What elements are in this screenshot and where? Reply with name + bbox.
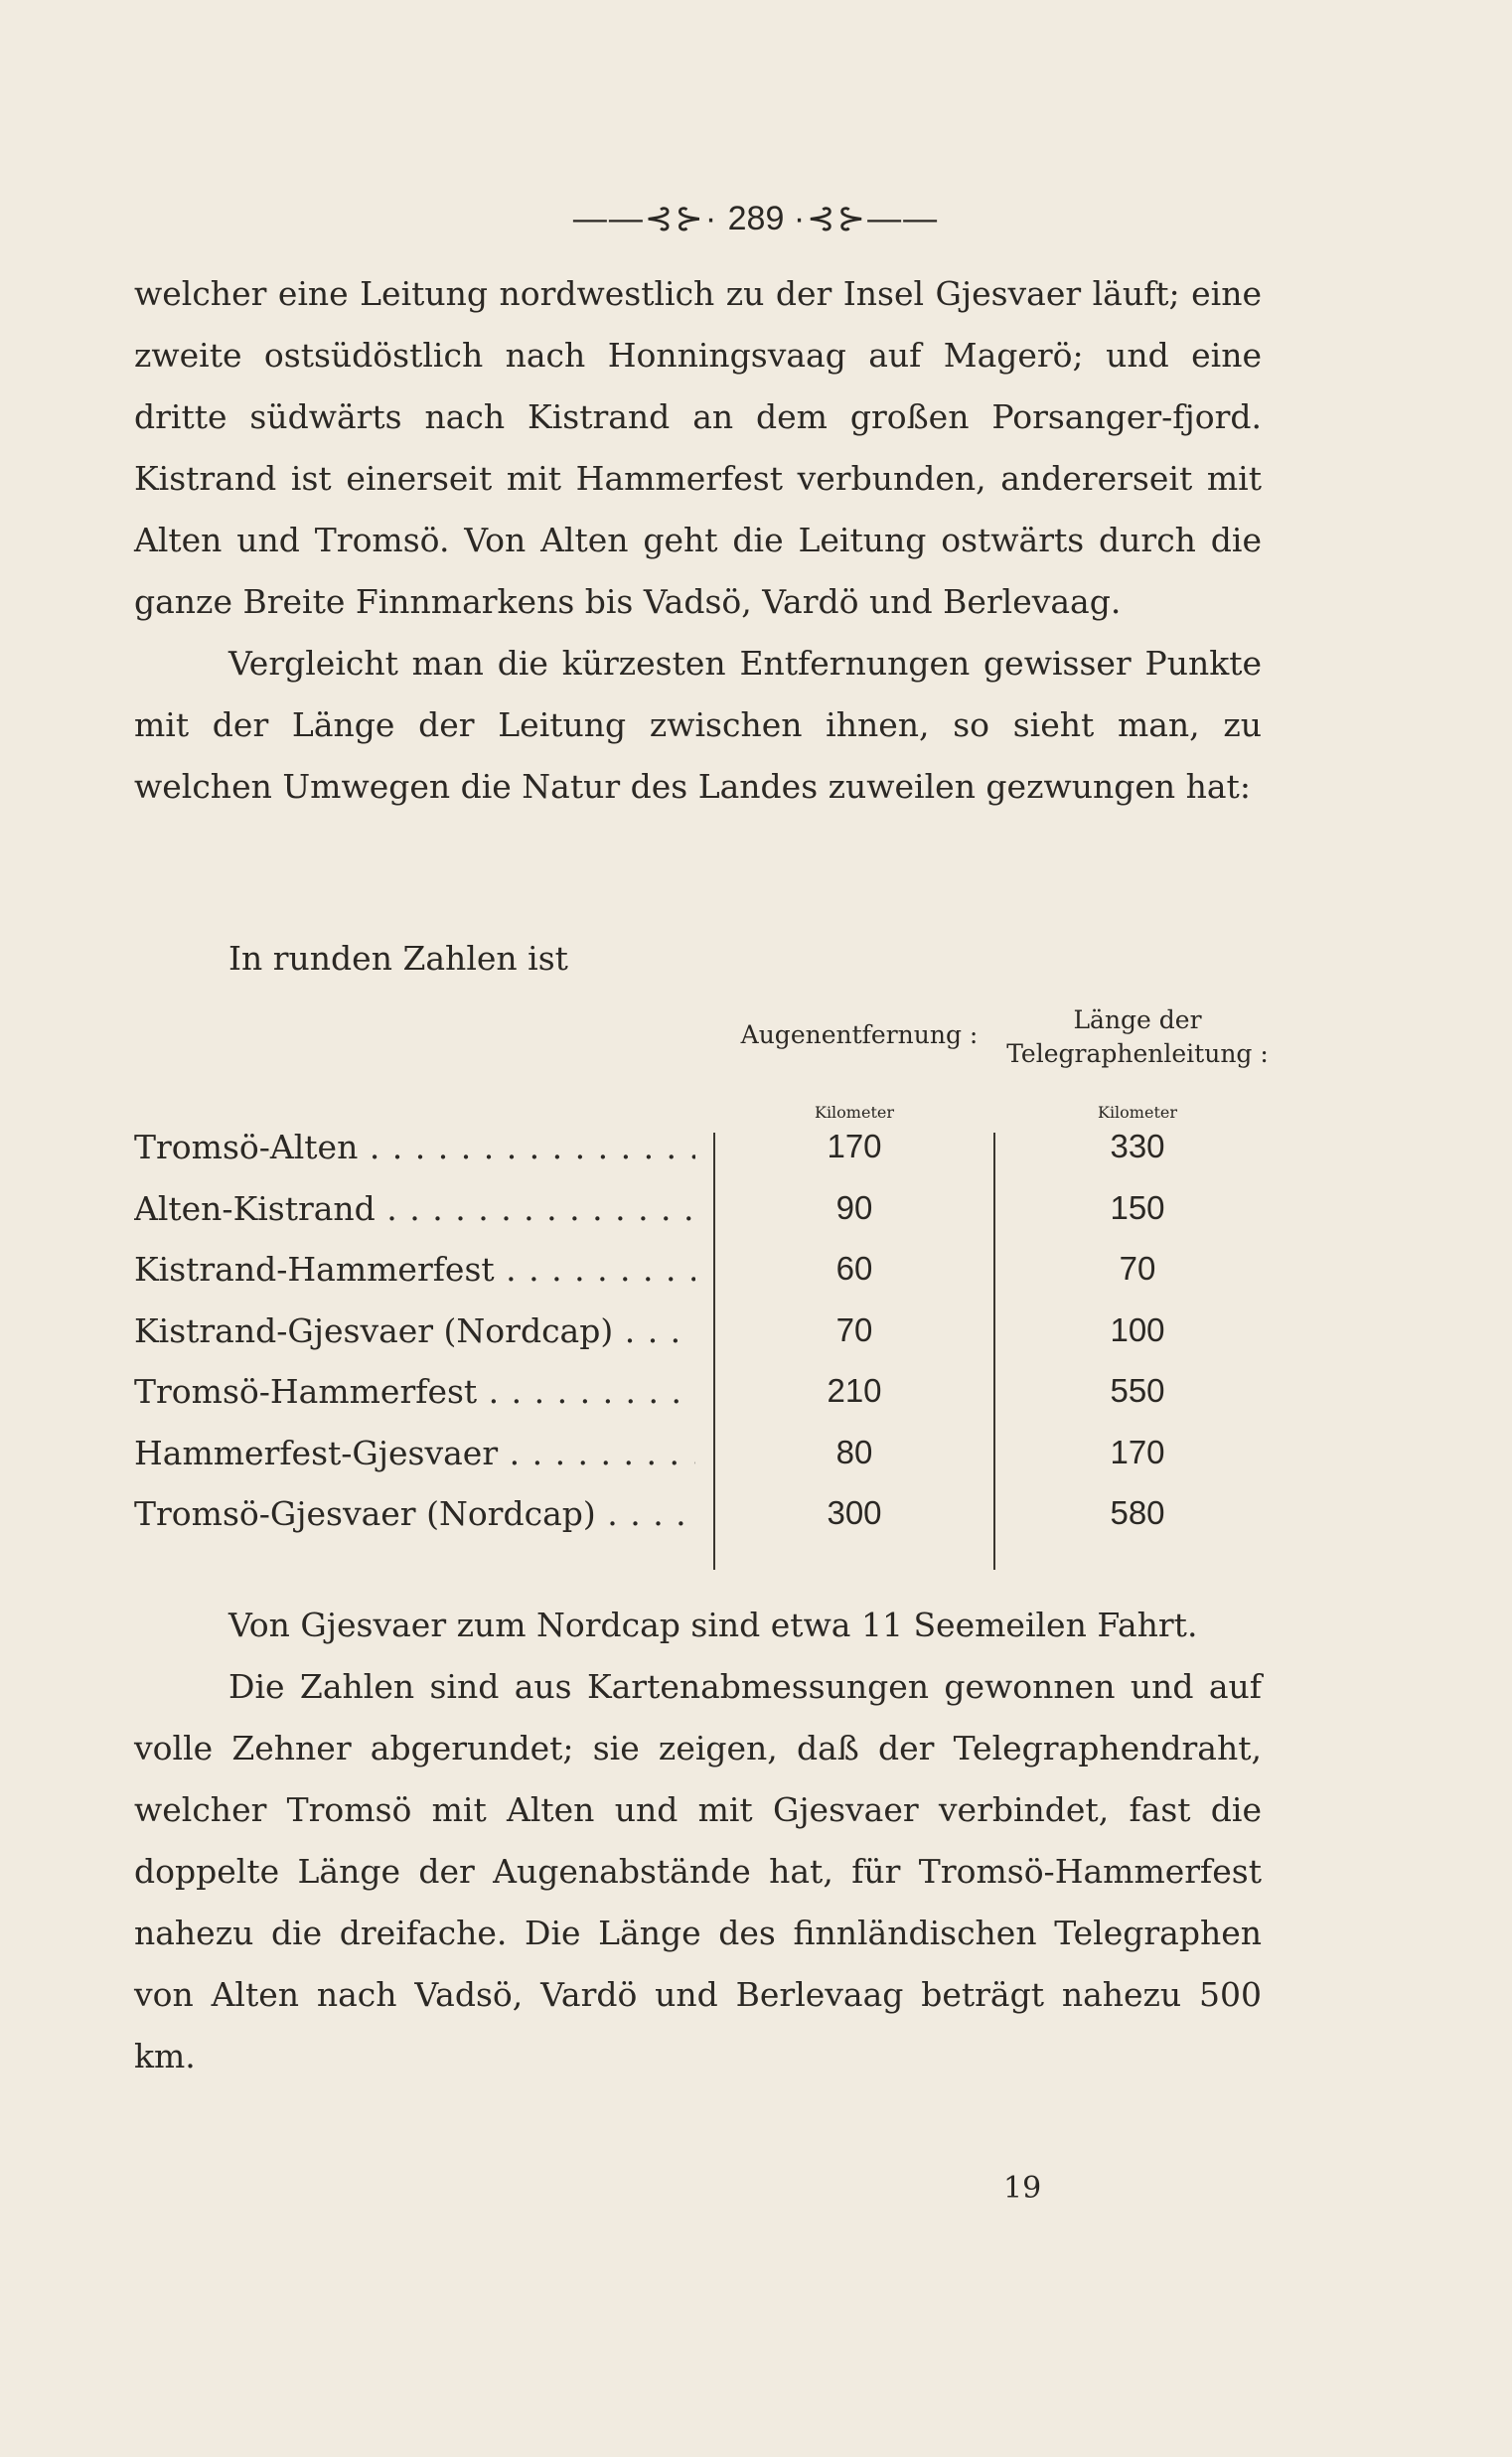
table-row — [134, 1372, 1262, 1434]
page-number: 289 — [727, 200, 785, 237]
text-block-bottom — [134, 1595, 1262, 2087]
route-label: Tromsö-Gjesvaer (Nordcap) . . . — [134, 1494, 695, 1533]
table-row — [134, 1189, 1262, 1251]
route-label: Hammerfest-Gjesvaer . . . — [134, 1434, 695, 1472]
unit-direct: Kilometer — [814, 1103, 894, 1122]
line-length: 550 — [1110, 1372, 1165, 1409]
route-label: Kistrand-Hammerfest . . . — [134, 1250, 695, 1289]
distance-table — [134, 1128, 1262, 1556]
route-label: Tromsö-Hammerfest . . . — [134, 1372, 695, 1411]
page-header — [0, 199, 1512, 238]
line-length: 170 — [1110, 1433, 1165, 1470]
line-length: 580 — [1110, 1494, 1165, 1531]
col-header-direct: Augenentfernung : — [740, 1020, 979, 1049]
col-header-line-1: Länge der — [1073, 1005, 1202, 1034]
line-length: 70 — [1119, 1250, 1156, 1287]
table-row — [134, 1250, 1262, 1311]
table-intro: In runden Zahlen ist — [228, 939, 568, 978]
paragraph-1: welcher eine Leitung nordwestlich zu der Insel Gjesvaer läuft; eine zweite ostsüdöstlich nach Honningsvaag auf Magerö; und eine dritte südwärts nach Kistrand an dem großen Porsanger-fjord. Kistrand ist einerseit mit Hammerfest verbunden, andererseit mit Alten und Tromsö. Von Alten geht die Leitung ostwärts durch die ganze Breite Finnmarkens bis Vadsö, Vardö und Berlevaag. — [134, 274, 1262, 621]
unit-line: Kilometer — [1097, 1103, 1177, 1122]
route-label: Kistrand-Gjesvaer (Nordcap) . . . — [134, 1311, 695, 1350]
header-ornament-left: ——⊰⊱· — [572, 200, 719, 237]
direct-distance: 170 — [827, 1128, 882, 1164]
direct-distance: 80 — [835, 1433, 873, 1470]
table-row — [134, 1434, 1262, 1495]
signature-mark: 19 — [1003, 2171, 1042, 2206]
header-ornament-right: ·⊰⊱—— — [793, 200, 940, 237]
line-length: 100 — [1110, 1310, 1165, 1348]
direct-distance: 70 — [835, 1310, 873, 1348]
direct-distance: 90 — [835, 1188, 873, 1226]
line-length: 150 — [1110, 1188, 1165, 1226]
paragraph-4: Die Zahlen sind aus Kartenabmessungen gewonnen und auf volle Zehner abgerundet; sie zeigen, daß der Telegraphendraht, welcher Tromsö mit Alten und mit Gjesvaer verbindet, fast die doppelte Länge der Augenabstände hat, für Tromsö-Hammerfest nahezu die dreifache. Die Länge des finnländischen Telegraphen von Alten nach Vadsö, Vardö und Berlevaag beträgt nahezu 500 km. — [134, 1667, 1262, 2075]
col-header-line-2: Telegraphenleitung : — [1006, 1039, 1269, 1068]
paragraph-3: Von Gjesvaer zum Nordcap sind etwa 11 Seemeilen Fahrt. — [228, 1606, 1198, 1644]
table-row — [134, 1494, 1262, 1556]
route-label: Alten-Kistrand . . . — [134, 1189, 695, 1228]
direct-distance: 300 — [827, 1494, 882, 1531]
route-label: Tromsö-Alten . . . — [134, 1128, 695, 1166]
col-header-line — [993, 1003, 1282, 1071]
paragraph-2: Vergleicht man die kürzesten Entfernungen gewisser Punkte mit der Länge der Leitung zwischen ihnen, so sieht man, zu welchen Umwegen die Natur des Landes zuweilen gezwungen hat: — [134, 644, 1262, 806]
text-block-top — [134, 263, 1262, 818]
table-row — [134, 1311, 1262, 1373]
direct-distance: 210 — [827, 1372, 882, 1409]
line-length: 330 — [1110, 1128, 1165, 1164]
table-row — [134, 1128, 1262, 1189]
direct-distance: 60 — [835, 1250, 873, 1287]
